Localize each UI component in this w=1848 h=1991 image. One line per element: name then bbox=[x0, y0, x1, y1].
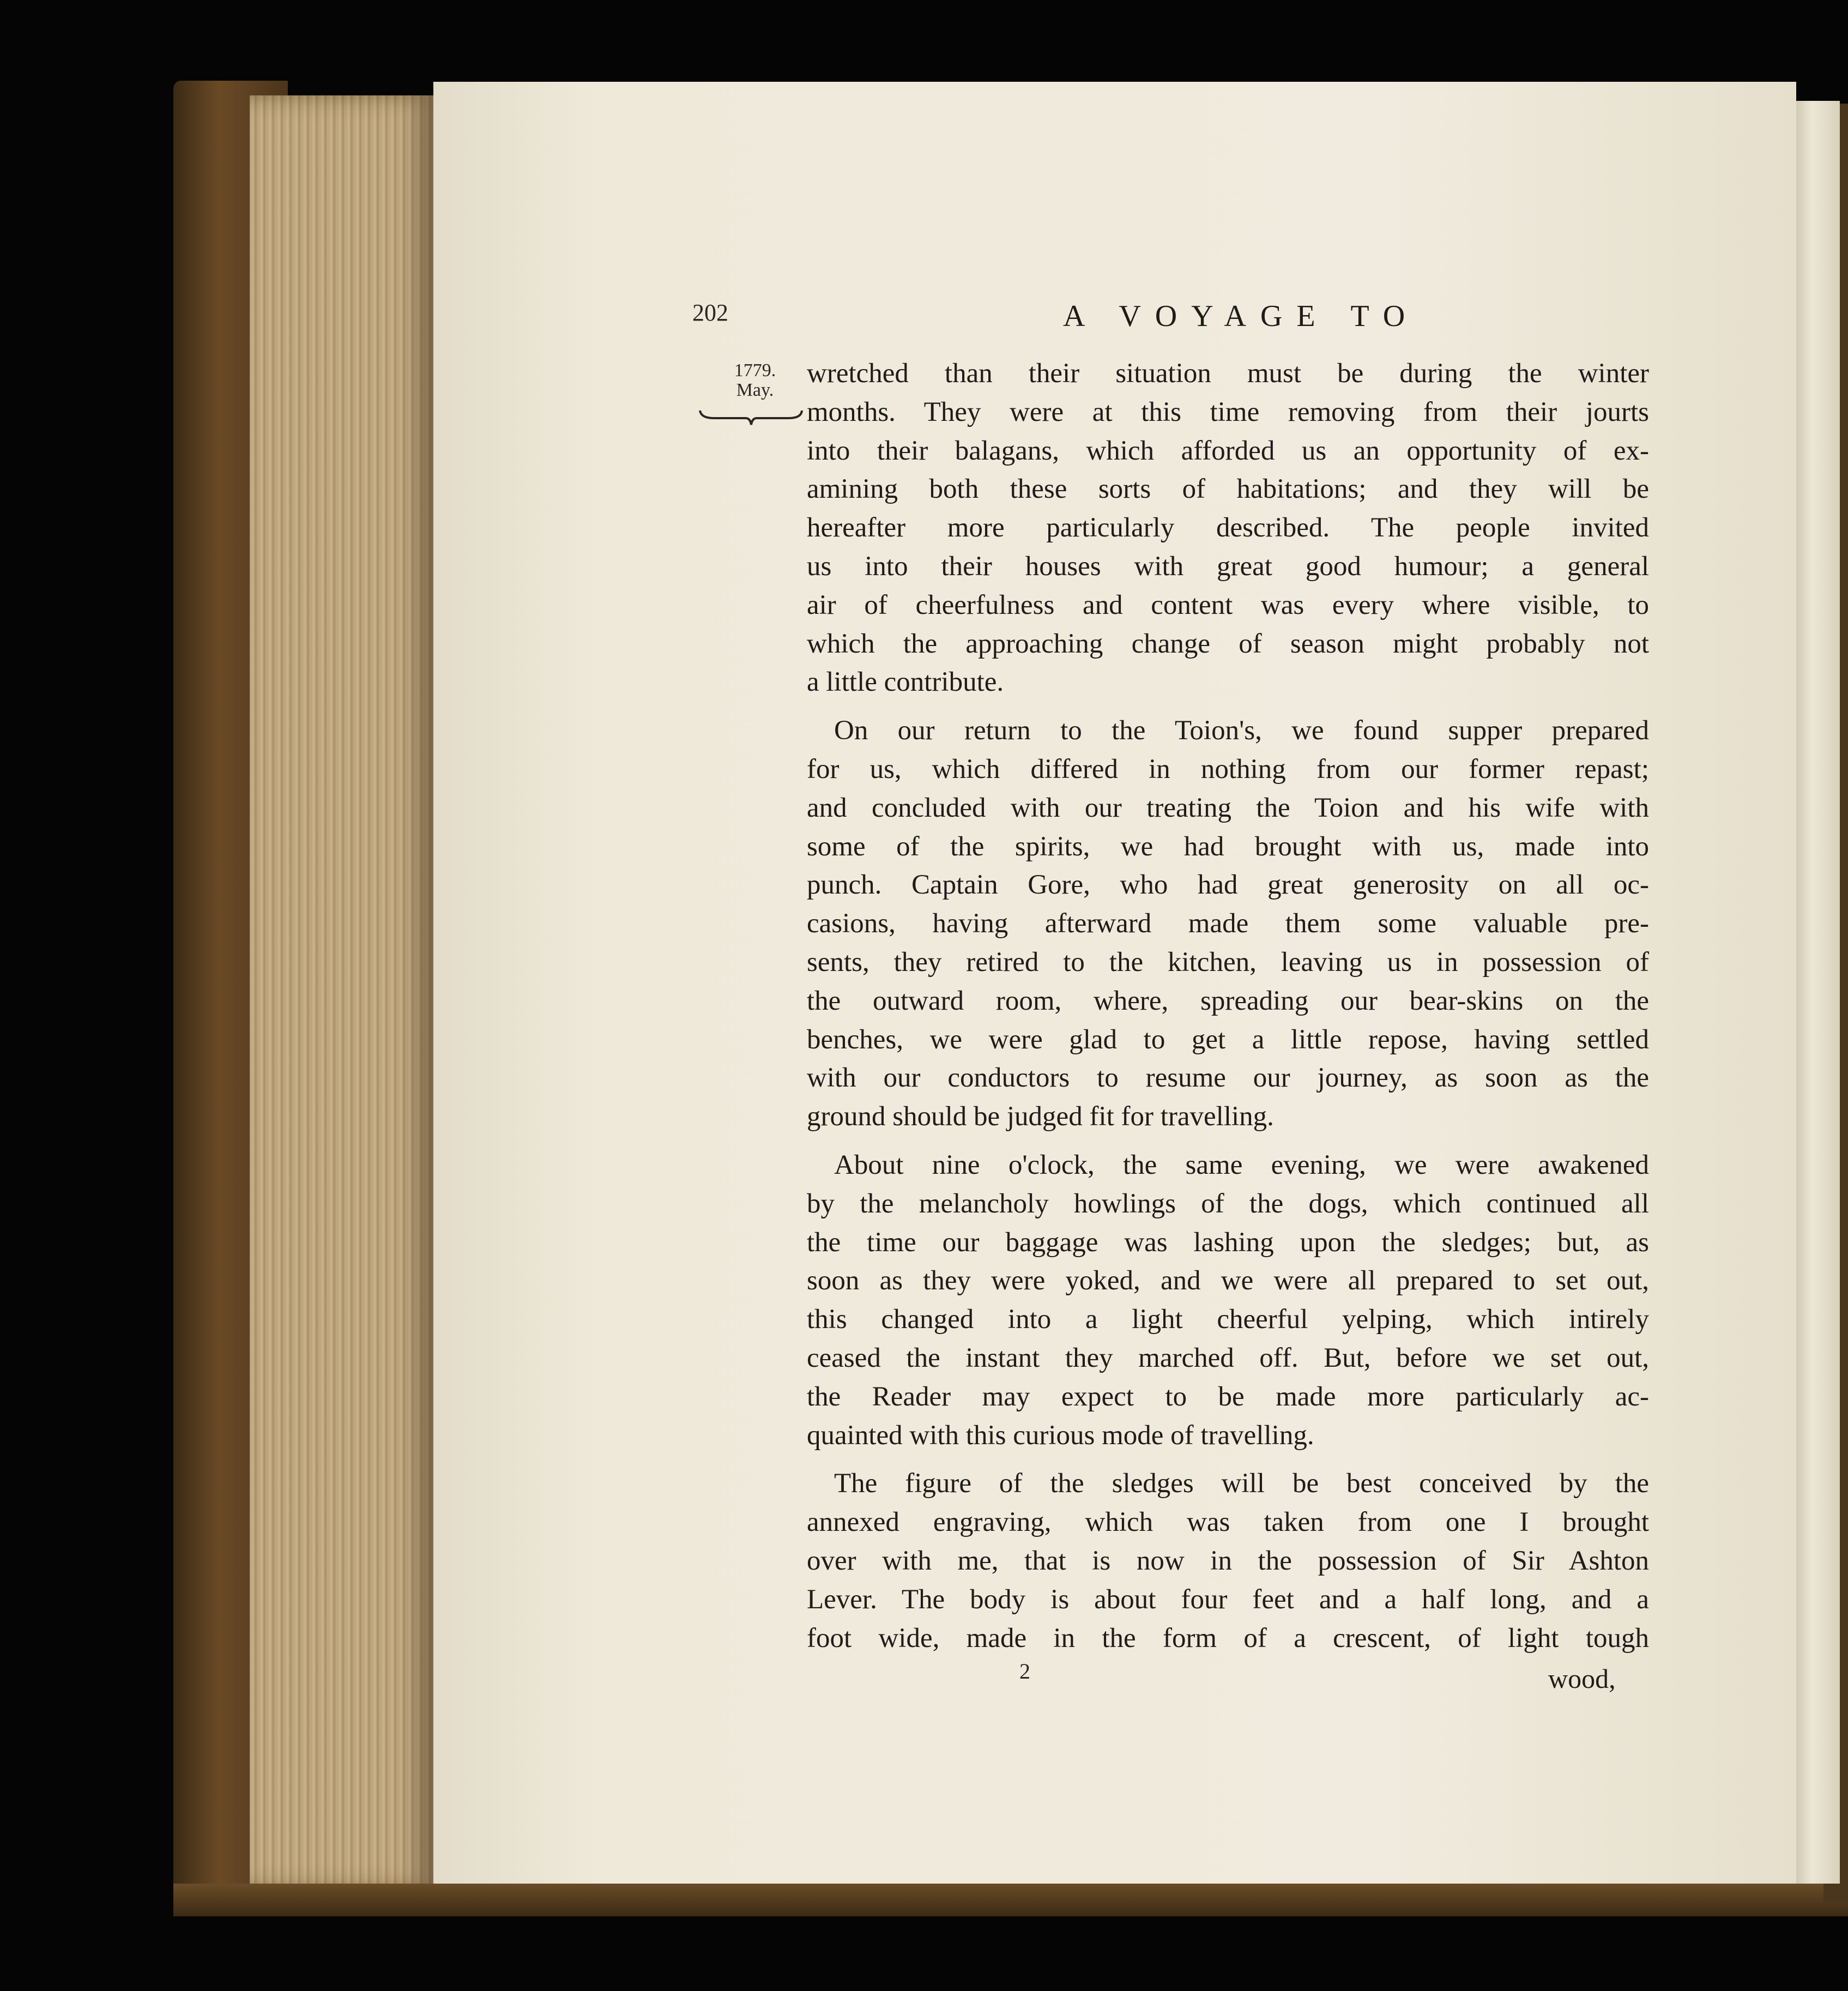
body-text bbox=[807, 354, 1649, 1657]
text-line: the Reader may expect to be made more particularly ac- bbox=[807, 1381, 1649, 1412]
text-line: casions, having afterward made them some valuable pre- bbox=[807, 908, 1649, 939]
text-line: months. They were at this time removing from their jourts bbox=[807, 396, 1649, 427]
text-line: punch. Captain Gore, who had great generosity on all oc- bbox=[807, 870, 1649, 901]
text-line: amining both these sorts of habitations; and they will be bbox=[807, 474, 1649, 505]
text-line: benches, we were glad to get a little repose, having settled bbox=[807, 1024, 1649, 1055]
margin-note-month: May. bbox=[736, 380, 774, 400]
text-line: sents, they retired to the kitchen, leaving us in possession of bbox=[807, 946, 1649, 978]
text-line: On our return to the Toion's, we found supper prepared bbox=[834, 715, 1649, 746]
margin-brace-icon bbox=[698, 406, 804, 428]
book-fore-edge bbox=[250, 95, 435, 1889]
book-cover-bottom bbox=[173, 1884, 1848, 1916]
text-line: foot wide, made in the form of a crescent, of light tough bbox=[807, 1622, 1649, 1654]
text-line: this changed into a light cheerful yelping, which intirely bbox=[807, 1304, 1649, 1335]
page-number: 202 bbox=[692, 299, 728, 326]
text-line: quainted with this curious mode of travelling. bbox=[807, 1420, 1314, 1451]
text-line: ground should be judged fit for travelling. bbox=[807, 1101, 1274, 1132]
text-line: ceased the instant they marched off. But, before we set out, bbox=[807, 1342, 1649, 1373]
text-line: for us, which differed in nothing from our former repast; bbox=[807, 753, 1649, 785]
text-line: with our conductors to resume our journey, as soon as the bbox=[807, 1063, 1649, 1094]
text-line: which the approaching change of season might probably not bbox=[807, 628, 1649, 659]
text-line: over with me, that is now in the possession of Sir Ashton bbox=[807, 1545, 1649, 1576]
text-line: a little contribute. bbox=[807, 667, 1004, 698]
text-line: some of the spirits, we had brought with us, made into bbox=[807, 831, 1649, 862]
text-line: the outward room, where, spreading our bear-skins on the bbox=[807, 985, 1649, 1016]
text-line: and concluded with our treating the Toion and his wife with bbox=[807, 792, 1649, 823]
paragraph-gap bbox=[807, 1136, 1649, 1146]
text-line: wretched than their situation must be during the winter bbox=[807, 358, 1649, 389]
facing-page-edge bbox=[1793, 101, 1840, 1884]
catchword: wood, bbox=[1548, 1663, 1616, 1694]
text-line: us into their houses with great good humour; a general bbox=[807, 551, 1649, 582]
margin-note-year: 1779. bbox=[734, 360, 776, 381]
text-line: About nine o'clock, the same evening, we were awakened bbox=[834, 1149, 1649, 1180]
text-line: annexed engraving, which was taken from one I brought bbox=[807, 1507, 1649, 1538]
paragraph-gap bbox=[807, 702, 1649, 711]
margin-note bbox=[725, 361, 785, 400]
text-line: into their balagans, which afforded us an opportunity of ex- bbox=[807, 435, 1649, 466]
running-head: A VOYAGE TO bbox=[1063, 299, 1420, 333]
text-line: The figure of the sledges will be best conceived by the bbox=[834, 1468, 1649, 1499]
signature-mark: 2 bbox=[1019, 1659, 1030, 1684]
text-line: air of cheerfulness and content was every where visible, to bbox=[807, 589, 1649, 620]
text-line: hereafter more particularly described. The people invited bbox=[807, 512, 1649, 544]
text-line: by the melancholy howlings of the dogs, which continued all bbox=[807, 1188, 1649, 1219]
text-line: the time our baggage was lashing upon the sledges; but, as bbox=[807, 1227, 1649, 1258]
text-line: soon as they were yoked, and we were all prepared to set out, bbox=[807, 1265, 1649, 1296]
paragraph-gap bbox=[807, 1455, 1649, 1464]
text-line: Lever. The body is about four feet and a half long, and a bbox=[807, 1584, 1649, 1615]
